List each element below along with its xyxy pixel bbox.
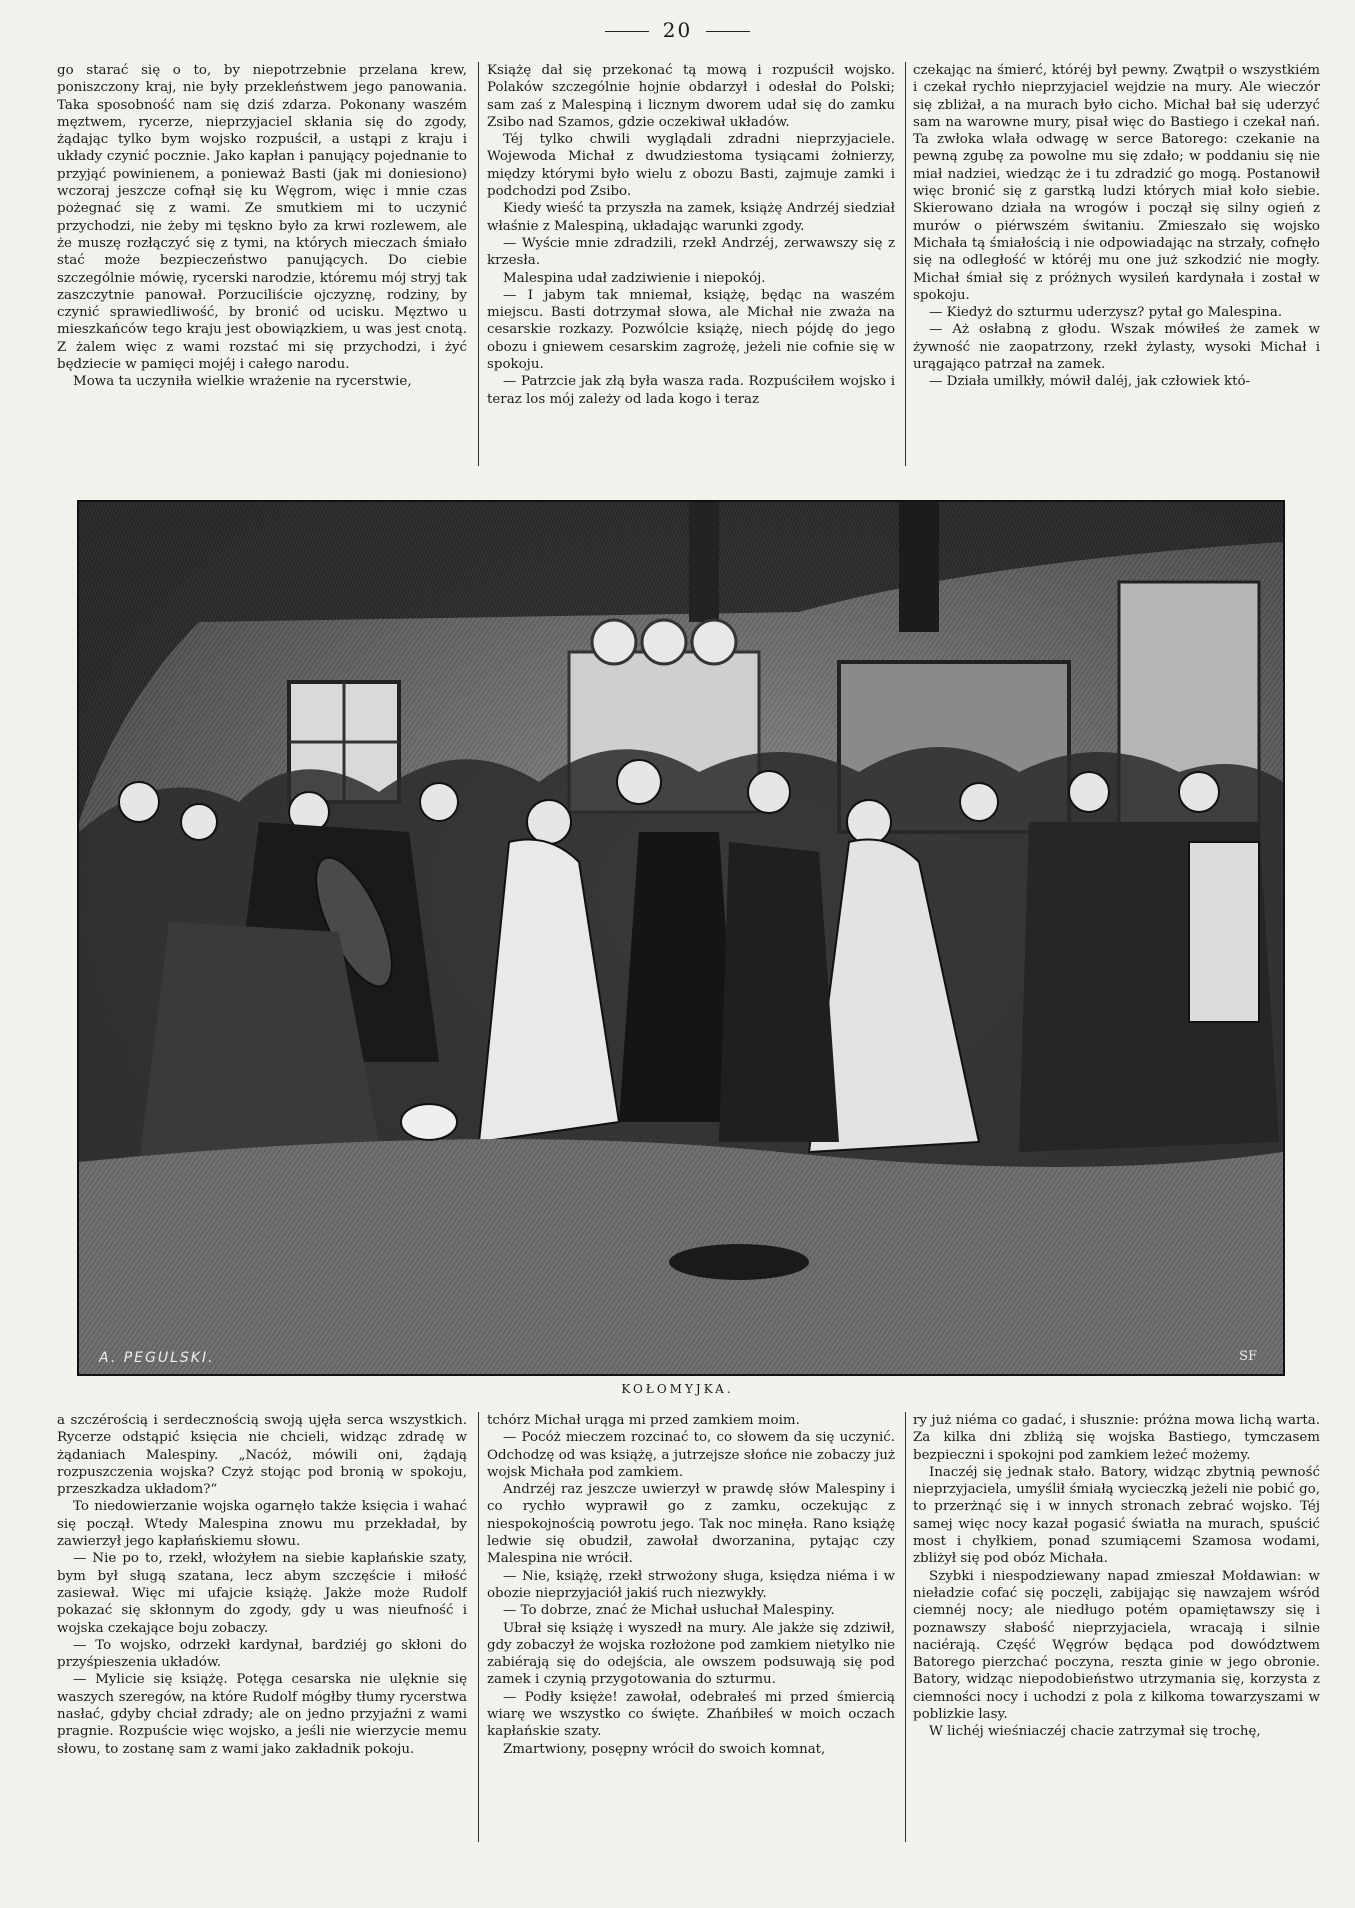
paragraph: — Podły księże! zawołał, odebrałeś mi przed śmiercią wiarę we wszystko co święte. Zhańbiłeś w moich oczach kapłańskie szaty. xyxy=(487,1689,895,1740)
paragraph: Książę dał się przekonać tą mową i rozpuścił wojsko. Polaków szczególnie hojnie obdarzył i odesłał do Polski; sam zaś z Malespiną i licznym dworem udał się do zamku Zsibo nad Szamos, gdzie oczekiwał układów. xyxy=(487,63,895,130)
paragraph: — Działa umilkły, mówił daléj, jak człowiek któ- xyxy=(929,374,1251,390)
bottom-column-3 xyxy=(913,1412,1320,1842)
artist-signature: A. PEGULSKI. xyxy=(99,1350,215,1366)
paragraph: go starać się o to, by niepotrzebnie przelana krew, poniszczony kraj, nie były przekleństwem jego panowania. Taka sposobność nam się dziś zdarza. Pokonany waszém męztwem, rycerze, nieprzyjaciel skłania się do zgody, żądając tylko bym wojsko rozpuścił, a ustąpi z kraju i układy czynić pocznie. Jako kapłan i panujący pojednanie to przyjąć powinienem, a ponieważ Basti (jak mi doniesiono) wczoraj jeszcze cofnął się ku Węgrom, więc i mnie czas pożegnać się z wami. Ze smutkiem mi to uczynić przychodzi, nie żeby mi tęskno było za krwi rozlewem, ale że muszę rozłączyć się z tymi, na których mieczach śmiało stać może bezpieczeństwo panujących. Do ciebie szczególnie mówię, rycerski narodzie, któremu mój stryj tak zaszczytnie panował. Porzuciliście ojczyznę, rodziny, by czynić sprawiedliwość, by bronić od ucisku. Męztwo u mieszkańców tego kraju jest obowiązkiem, u was jest cnotą. Z żalem więc z wami rozstać mi się przychodzi, i żyć będziecie w pamięci mojéj i całego narodu. xyxy=(57,63,467,373)
paragraph: Mowa ta uczyniła wielkie wrażenie na rycerstwie, xyxy=(73,374,412,390)
paragraph: — I jabym tak mniemał, książę, będąc na waszém miejscu. Basti dotrzymał słowa, ale Michał nie zważa na cesarskie rozkazy. Pozwólcie książę, niech pójdę do jego obozu i gniewem cesarskim zagrożę, jeżeli nie cofnie się w spokoju. xyxy=(487,287,895,373)
paragraph: czekając na śmierć, któréj był pewny. Zwątpił o wszystkiém i czekał rychło nieprzyjaciel wejdzie na mury. Ale wieczór się zbliżał, a na murach było cicho. Michał bał się uderzyć sam na warowne mury, pisał więc do Bastiego i czekał nań. Ta zwłoka wlała odwagę w serce Batorego: czekanie na pewną zgubę za powolne mu się zdało; w poddaniu się nie miał nadziei, wiedząc że i tu zdradzić go mogą. Postanowił więc bronić się z garstką ludzi których miał koło siebie. Skierowano działa na wrogów i począł się silny ogień z murów o piérwszém świtaniu. Zmieszało się wojsko Michała tą śmiałością i nie odpowiadając na strzały, cofnęło się na odległość w któréj mu one już szkodzić nie mogły. Michał śmiał się z próżnych wysileń kardynała i został w spokoju. xyxy=(913,63,1320,303)
top-column-1 xyxy=(57,62,467,467)
paragraph: tchórz Michał urąga mi przed zamkiem moim. xyxy=(487,1413,800,1428)
paragraph: — Mylicie się książę. Potęga cesarska nie ulęknie się waszych szeregów, na które Rudolf mógłby tłumy rycerstwa nasłać, gdyby chciał zdrady; ale on jedno przyjaźni z wami pragnie. Rozpuście więc wojsko, a jeśli nie wierzycie memu słowu, to zostanę sam z wami jako zakładnik pokoju. xyxy=(57,1672,467,1757)
paragraph: Malespina udał zadziwienie i niepokój. xyxy=(503,270,766,286)
paragraph: — Kiedyż do szturmu uderzysz? pytał go Malespina. xyxy=(929,305,1283,321)
paragraph: — To dobrze, znać że Michał usłuchał Malespiny. xyxy=(503,1603,835,1619)
paragraph: — Aż osłabną z głodu. Wszak mówiłeś że zamek w żywność nie zaopatrzony, rzekł żylasty, wysoki Michał i urągająco patrzał na zamek. xyxy=(913,322,1320,373)
paragraph: Inaczéj się jednak stało. Batory, widząc zbytnią pewność nieprzyjaciela, umyślił śmiałą wycieczką jeżeli nie pobić go, to przerżnąć się i w innych stronach zebrać wojsko. Téj samej więc nocy kazał pogasić światła na murach, spuścić most i chyłkiem, ponad szumiącemi Szamosa wodami, zbliżył się pod obóz Michała. xyxy=(913,1464,1320,1567)
paragraph: Kiedy wieść ta przyszła na zamek, książę Andrzéj siedział właśnie z Malespiną, układając warunki zgody. xyxy=(487,201,895,234)
page-number-header xyxy=(0,18,1355,42)
paragraph: Andrzéj raz jeszcze uwierzył w prawdę słów Malespiny i co rychło wyprawił go z zamku, oczekując z niespokojnością powrotu jego. Tak noc minęła. Rano książę ledwie się obudził, zawołał dworzanina, pytając czy Malespina nie wrócił. xyxy=(487,1482,895,1567)
illustration-caption: KOŁOMYJKA. xyxy=(621,1382,734,1396)
paragraph: Téj tylko chwili wyglądali zdradni nieprzyjaciele. Wojewoda Michał z dwudziestoma tysiącami żołnierzy, między którymi było wielu z obozu Basti, zajmuje zamki i podchodzi pod Zsibo. xyxy=(487,132,895,200)
engraver-monogram: SF xyxy=(1239,1349,1257,1364)
bottom-column-1 xyxy=(57,1412,467,1842)
paragraph: — Nie po to, rzekł, włożyłem na siebie kapłańskie szaty, bym był sługą szatana, lecz abym szczęście i miłość zasiewał. Więc mi ufajcie książę. Jakże może Rudolf pokazać się skłonnym do zgody, gdy u was nieufność i wojska czekające boju zobaczy. xyxy=(57,1551,467,1636)
paragraph: — Nie, książę, rzekł strwożony sługa, księdza niéma i w obozie nieprzyjaciół jakiś ruch niezwykły. xyxy=(487,1568,895,1601)
header-dash-right xyxy=(706,31,750,32)
column-rule xyxy=(905,62,906,466)
paragraph: W lichéj wieśniaczéj chacie zatrzymał się trochę, xyxy=(929,1724,1261,1740)
paragraph: — To wojsko, odrzekł kardynał, bardziéj go skłoni do przyśpieszenia układów. xyxy=(57,1637,467,1671)
page-number: 20 xyxy=(662,18,693,42)
column-rule xyxy=(478,62,479,466)
top-column-2 xyxy=(487,62,895,467)
column-rule xyxy=(478,1412,479,1842)
header-dash-left xyxy=(605,31,649,32)
paragraph: Ubrał się książę i wyszedł na mury. Ale jakże się zdziwił, gdy zobaczył że wojska rozłożone pod zamkiem nietylko nie zabiérają się do odejścia, ale owszem podsuwają się pod zamek i czynią przygotowania do szturmu. xyxy=(487,1620,895,1688)
paragraph: — Wyście mnie zdradzili, rzekł Andrzéj, zerwawszy się z krzesła. xyxy=(487,235,895,269)
bottom-column-2 xyxy=(487,1412,895,1842)
top-column-3 xyxy=(913,62,1320,467)
column-rule xyxy=(905,1412,906,1842)
paragraph: Zmartwiony, posępny wrócił do swoich komnat, xyxy=(503,1741,826,1757)
paragraph: To niedowierzanie wojska ogarnęło także księcia i wahać się począł. Wtedy Malespina znowu mu przekładał, by zawierzył jego kapłańskiemu słowu. xyxy=(57,1499,467,1550)
dance-scene-illustration xyxy=(79,502,1283,1374)
engraving-kolomyjka xyxy=(77,500,1285,1376)
paragraph: Szybki i niespodziewany napad zmieszał Mołdawian: w nieładzie cofać się poczęli, zabijając się nawzajem wśród ciemnéj nocy; ale niedługo potém opamiętawszy się i poznawszy słabość nieprzyjaciela, wracają i silnie naciérają. Część Węgrów będąca pod dowództwem Batorego pierzchać poczyna, reszta ginie w jego obronie. Batory, widząc niepodobieństwo utrzymania się, korzysta z ciemności nocy i uchodzi z pola z kilkoma towarzyszami w poblizkie lasy. xyxy=(913,1568,1320,1723)
paragraph: a szczérością i serdecznością swoją ujęła serca wszystkich. Rycerze odstąpić księcia nie chcieli, widząc zdradę w żądaniach Malespiny. „Nacóż, mówili oni, żądają rozpuszczenia wojska? Czyż stojąc pod bronią w spokoju, przeszkadza układom?“ xyxy=(57,1413,467,1498)
paragraph: — Pocóż mieczem rozcinać to, co słowem da się uczynić. Odchodzę od was książę, a jutrzejsze słońce nie zobaczy już wojsk Michała pod zamkiem. xyxy=(487,1430,895,1480)
paragraph: — Patrzcie jak złą była wasza rada. Rozpuściłem wojsko i teraz los mój zależy od lada kogo i teraz xyxy=(487,374,895,407)
paragraph: ry już niéma co gadać, i słusznie: próżna mowa lichą warta. Za kilka dni zbliżą się wojska Bastiego, tymczasem bezpieczni i spokojni pod zamkiem leżeć możemy. xyxy=(913,1413,1320,1463)
